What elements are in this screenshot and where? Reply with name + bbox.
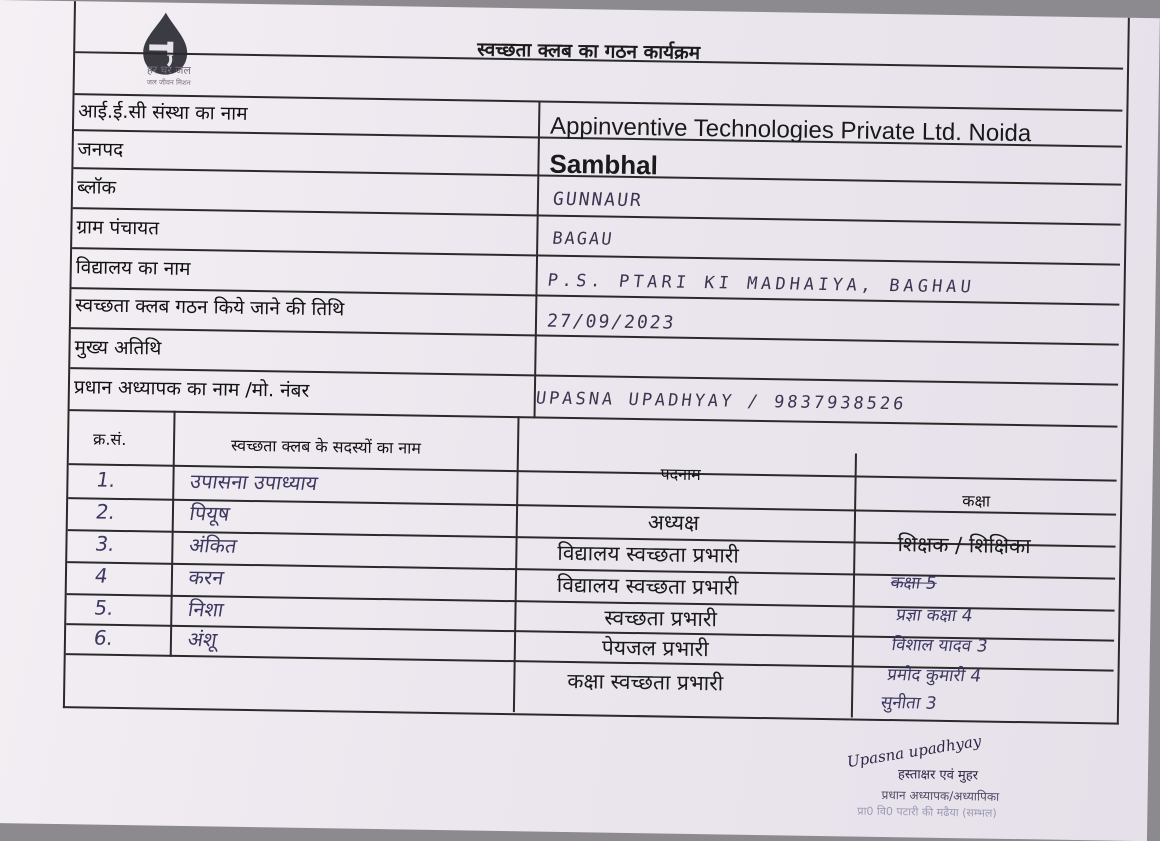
row-sno: 5.	[92, 595, 116, 620]
row-class: सुनीता 3	[879, 692, 939, 714]
row-designation: कक्षा स्वच्छता प्रभारी	[567, 668, 724, 696]
form-title: स्वच्छता क्लब का गठन कार्यक्रम	[477, 38, 701, 65]
field-value: Sambhal	[549, 148, 659, 181]
signature-label: हस्ताक्षर एवं मुहर	[897, 767, 979, 784]
field-label: आई.ई.सी संस्था का नाम	[78, 100, 248, 125]
row-designation: विद्यालय स्वच्छता प्रभारी	[556, 572, 739, 600]
field-label: प्रधान अध्यापक का नाम /मो. नंबर	[73, 376, 310, 402]
field-label: विद्यालय का नाम	[75, 256, 191, 281]
stamp-school: प्रा0 वि0 पटारी की मढैया (सम्भल)	[857, 804, 997, 820]
field-label: मुख्य अतिथि	[74, 336, 162, 360]
row-member-name: अंशू	[186, 627, 219, 652]
row-designation: अध्यक्ष	[647, 510, 700, 536]
row-member-name: पियूष	[188, 501, 232, 526]
row-member-name: करन	[187, 565, 226, 590]
row-designation: पेयजल प्रभारी	[601, 635, 709, 662]
field-label: जनपद	[77, 138, 124, 161]
field-label: स्वच्छता क्लब गठन किये जाने की तिथि	[75, 294, 345, 321]
field-value: P.S. PTARI KI MADHAIYA, BAGHAU	[546, 270, 976, 298]
field-value: 27/09/2023	[545, 310, 677, 334]
row-sno: 4	[93, 563, 110, 588]
row-designation: विद्यालय स्वच्छता प्रभारी	[557, 540, 739, 568]
stamp-designation: प्रधान अध्यापक/अध्यापिका	[881, 787, 1000, 804]
handwritten-signature: Upasna upadhyay	[845, 731, 983, 772]
logo-tagline: हर घर जल जल जीवन मिशन	[146, 63, 191, 88]
row-member-name: उपासना उपाध्याय	[188, 469, 320, 496]
field-value: UPASNA UPADHYAY / 9837938526	[534, 388, 908, 415]
field-value: GUNNAUR	[551, 188, 645, 212]
row-sno: 1.	[94, 467, 118, 492]
field-value: BAGAU	[551, 228, 615, 250]
field-value: Appinventive Technologies Private Ltd. Noida	[549, 112, 1032, 148]
field-label: ग्राम पंचायत	[76, 216, 160, 240]
row-member-name: निशा	[186, 597, 226, 622]
row-class: प्रज्ञा कक्षा 4	[894, 605, 975, 627]
row-sno: 6.	[92, 625, 115, 650]
row-class: कक्षा 5	[889, 573, 939, 594]
header-sno: क्र.सं.	[92, 429, 127, 450]
header-class: कक्षा	[962, 491, 991, 511]
header-member-name: स्वच्छता क्लब के सदस्यों का नाम	[230, 435, 422, 458]
row-class: प्रमोद कुमारी 4	[885, 665, 983, 687]
row-sno: 3.	[93, 531, 117, 556]
row-designation: स्वच्छता प्रभारी	[604, 605, 718, 632]
row-class: विशाल यादव 3	[890, 635, 990, 657]
field-label: ब्लॉक	[76, 176, 117, 199]
row-class: शिक्षक / शिक्षिका	[897, 532, 1031, 559]
header-designation: पदनाम	[660, 464, 701, 485]
row-member-name: अंकित	[187, 533, 239, 558]
row-sno: 2.	[94, 499, 117, 524]
signature-block	[845, 731, 1046, 834]
